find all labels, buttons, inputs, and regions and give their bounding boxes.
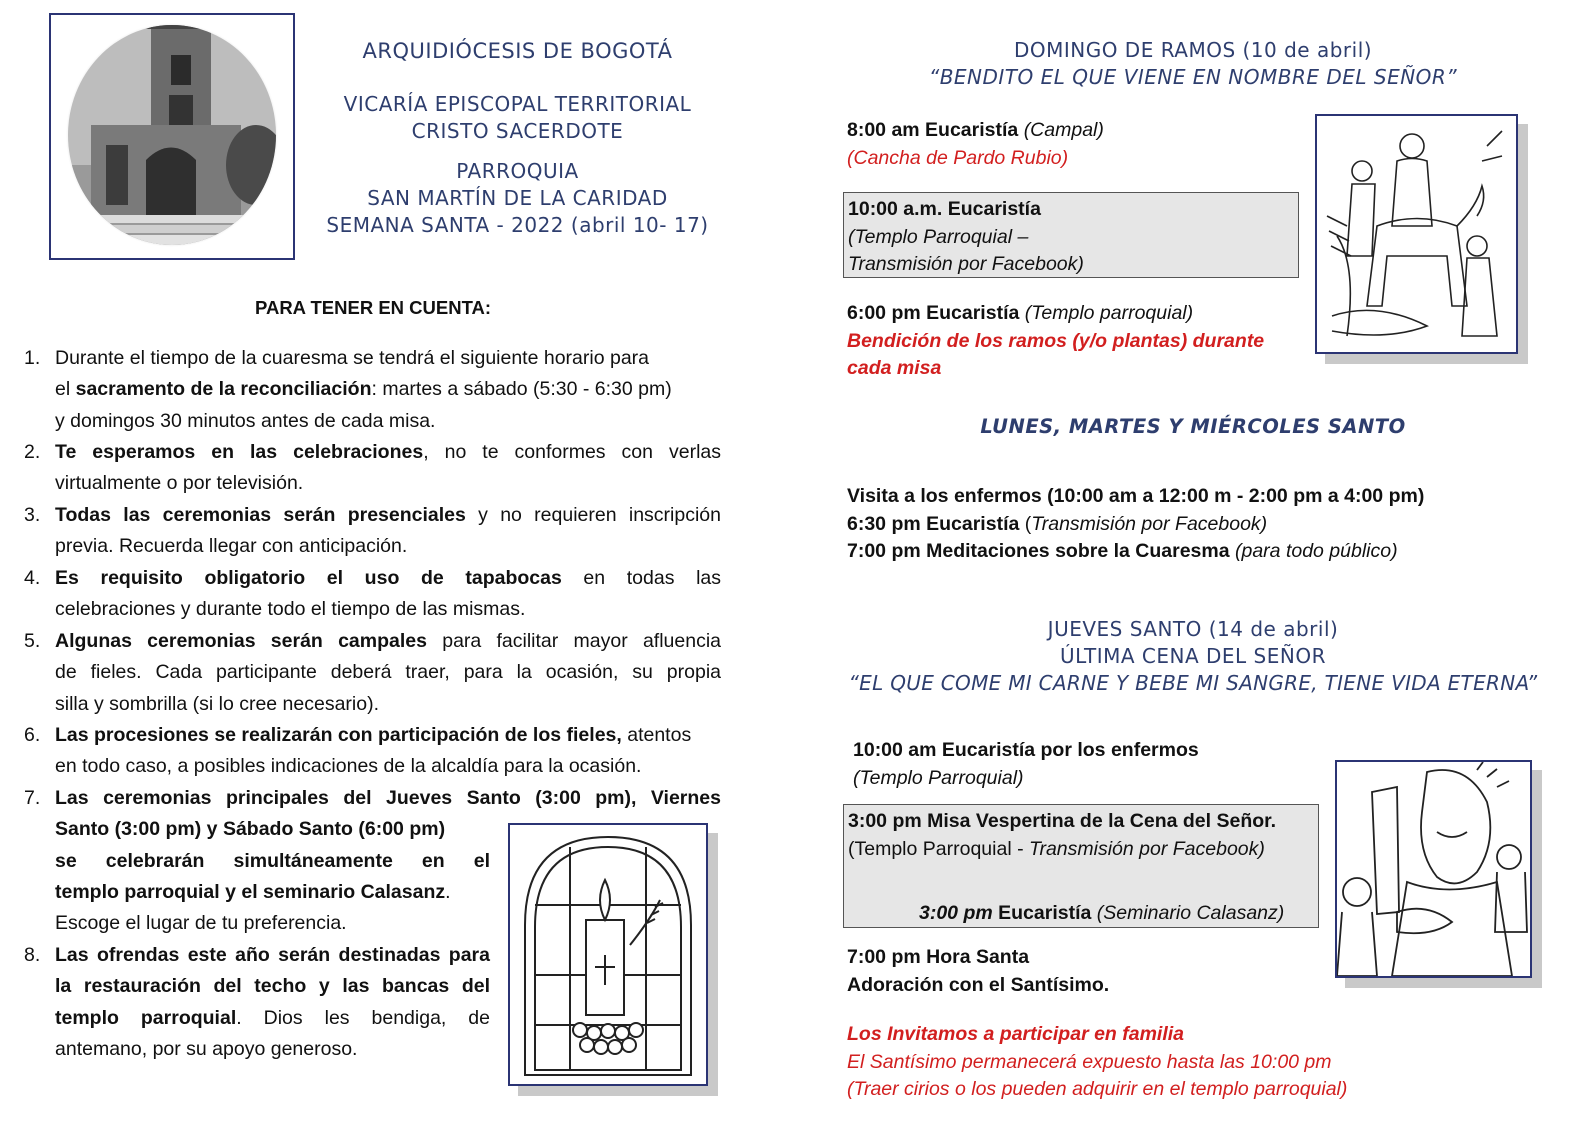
ramos-motto: “BENDITO EL QUE VIENE EN NOMBRE DEL SEÑOR” [928, 65, 1458, 89]
notes-list: 1. Durante el tiempo de la cuaresma se tendrá el siguiente horario para el sacramento de la reconciliación: martes a sábado (5:30 - 6:30 pm) y domingos 30 minutos antes de cada misa. 2. Te esperamos en las celebraciones, no te conformes con verlas virtualmente o por televisión. 3. Todas las ceremonias serán presenciales y no requieren inscripción previa. Recuerda llegar con anticipación. 4. Es requisito obligatorio el uso de tapabocas en todas las celebraciones y durante todo el tiempo de las mismas. 5. Algunas ceremonias serán campales para facilitar mayor afluencia de fieles. Cada participante deberá traer, para la ocasión, su propia silla y sombrilla (si lo cree necesario). 6. Las procesiones se realizarán con participación de los fieles, atentos en todo caso, a posibles indicaciones de la alcaldía para la ocasión. 7. Las ceremonias principales del Jueves Santo (3:00 pm), Viernes Santo (3:00 pm) y Sábado Santo (6:00 pm) se celebrarán simultáneamente en el templo parroquial y el seminario Calasanz. Escoge el lugar de tu preferencia. 8. Las ofrendas este año serán destinadas para la restauración del techo y las bancas del templo parroquial. Dios les bendiga, de antemano, por su apoyo generoso. [24, 347, 722, 1060]
lunes-630-place: Transmisión por Facebook) [1031, 512, 1268, 535]
ramos-blessing-note-2: cada misa [847, 357, 942, 379]
jueves-3pm-place-b: Transmisión por Facebook) [1028, 837, 1265, 860]
church-photo-frame [49, 13, 295, 260]
jueves-cirios: (Traer cirios o los pueden adquirir en el templo parroquial) [847, 1078, 1348, 1100]
ramos-10am-time: 10:00 a.m. Eucaristía [848, 198, 1041, 220]
ramos-6pm-place: (Templo parroquial) [1024, 302, 1194, 324]
notes-title: PARA TENER EN CUENTA: [255, 297, 492, 318]
jueves-exposed: El Santísimo permanecerá expuesto hasta las 10:00 pm [847, 1050, 1332, 1073]
lunes-7pm-place: (para todo público) [1235, 540, 1398, 562]
ramos-blessing-note: Bendición de los ramos (y/o plantas) durante [847, 329, 1265, 352]
church-photo [51, 15, 293, 258]
jueves-calasanz-label: Eucaristía [992, 902, 1097, 924]
header-parish-name: SAN MARTÍN DE LA CARIDAD [367, 186, 668, 210]
jueves-3pm-place-a: (Templo Parroquial - [848, 837, 1029, 860]
jueves-adoracion: Adoración con el Santísimo. [847, 973, 1110, 996]
header-semana-santa: SEMANA SANTA - 2022 (abril 10- 17) [326, 213, 709, 237]
lunes-title: LUNES, MARTES Y MIÉRCOLES SANTO [980, 415, 1406, 438]
jueves-title: JUEVES SANTO (14 de abril) [1047, 617, 1339, 641]
ramos-10am-place: (Templo Parroquial – [848, 225, 1029, 248]
ramos-10am-facebook: Transmisión por Facebook) [848, 253, 1084, 275]
jueves-calasanz-place: (Seminario Calasanz) [1096, 902, 1285, 924]
jueves-10am-place: (Templo Parroquial) [853, 766, 1024, 789]
candle-illustration [510, 825, 706, 1084]
jueves-invite: Los Invitamos a participar en familia [847, 1023, 1185, 1045]
lunes-7pm-time: 7:00 pm Meditaciones sobre la Cuaresma [847, 540, 1230, 562]
jueves-10am-time: 10:00 am Eucaristía por los enfermos [853, 739, 1199, 761]
header-vicaria: VICARÍA EPISCOPAL TERRITORIAL [343, 92, 692, 116]
lunes-630-paren: ( [1019, 512, 1032, 535]
ramos-8am-sub: (Cancha de Pardo Rubio) [847, 146, 1069, 169]
jueves-calasanz-time: 3:00 pm [919, 902, 993, 924]
lunes-630-time: 6:30 pm Eucaristía [847, 512, 1020, 535]
ramos-10am-box [843, 192, 1299, 278]
jueves-hora-santa: 7:00 pm Hora Santa [847, 946, 1030, 968]
jueves-subtitle: ÚLTIMA CENA DEL SEÑOR [1059, 644, 1326, 668]
jueves-3pm-time: 3:00 pm Misa Vespertina de la Cena del Señor. [848, 810, 1277, 832]
header-parroquia: PARROQUIA [456, 159, 579, 183]
jueves-motto: “EL QUE COME MI CARNE Y BEBE MI SANGRE, TIENE VIDA ETERNA” [848, 671, 1538, 695]
header-cristo: CRISTO SACERDOTE [411, 119, 624, 143]
palm-sunday-illustration [1317, 116, 1516, 352]
last-supper-illustration [1337, 762, 1530, 976]
ramos-8am-place: (Campal) [1023, 119, 1104, 141]
ramos-8am-time: 8:00 am Eucaristía [847, 119, 1019, 141]
jueves-3pm-box [843, 804, 1319, 928]
ramos-6pm-time: 6:00 pm Eucaristía [847, 302, 1020, 324]
palm-sunday-illustration-frame [1315, 114, 1518, 354]
lunes-visita: Visita a los enfermos (10:00 am a 12:00 m - 2:00 pm a 4:00 pm) [847, 485, 1425, 507]
ramos-title: DOMINGO DE RAMOS (10 de abril) [1013, 38, 1373, 62]
last-supper-illustration-frame [1335, 760, 1532, 978]
candle-illustration-frame [508, 823, 708, 1086]
header-archdiocese: ARQUIDIÓCESIS DE BOGOTÁ [362, 39, 673, 63]
